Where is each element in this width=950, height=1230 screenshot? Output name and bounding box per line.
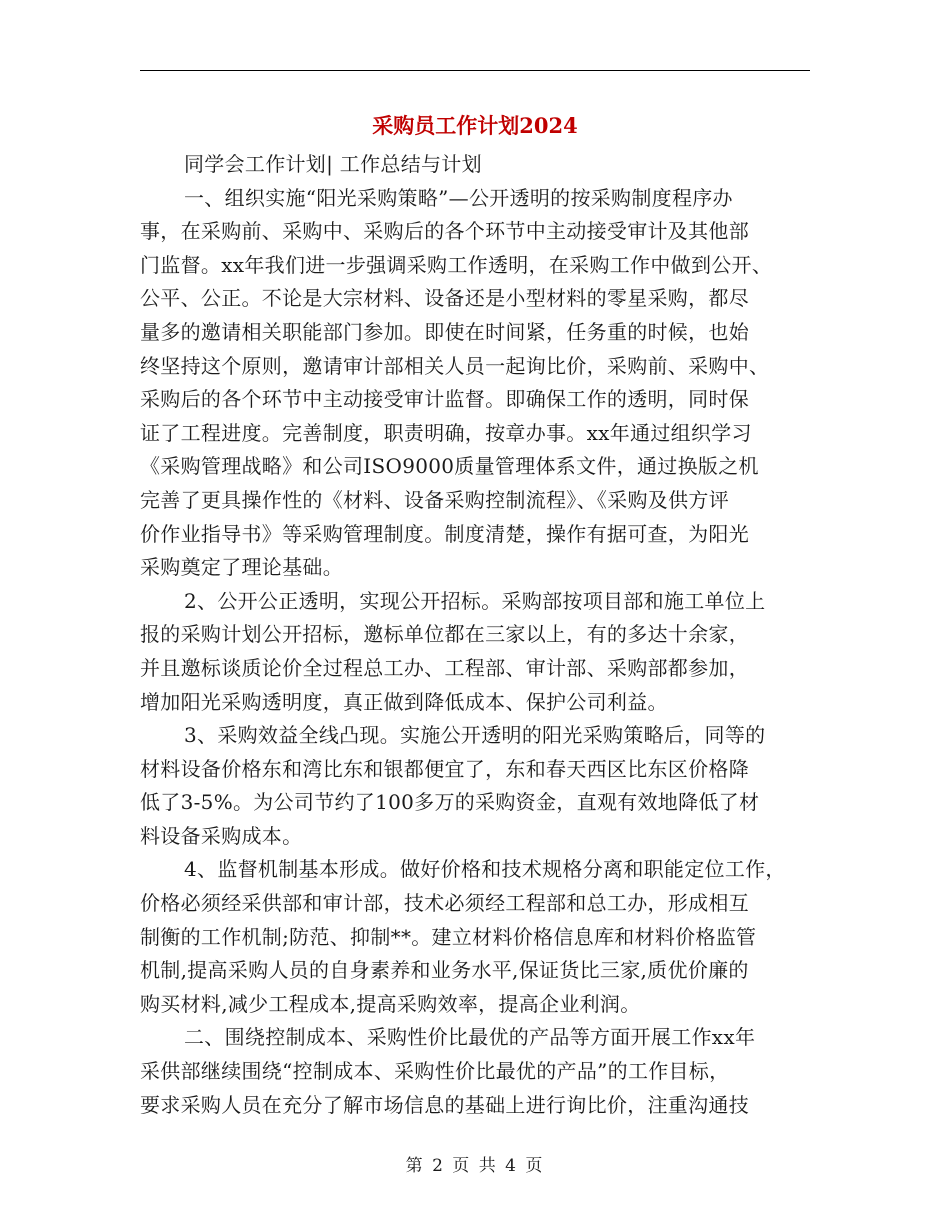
document-line: 事，在采购前、采购中、采购后的各个环节中主动接受审计及其他部: [140, 219, 749, 244]
document-line: 二、围绕控制成本、采购性价比最优的产品等方面开展工作xx年: [184, 1025, 756, 1050]
document-line: 价格必须经采供部和审计部，技术必须经工程部和总工办，形成相互: [140, 891, 749, 916]
document-line: 门监督。xx年我们进一步强调采购工作透明，在采购工作中做到公开、: [140, 252, 773, 277]
document-line: 2、公开公正透明，实现公开招标。采购部按项目部和施工单位上: [184, 588, 766, 613]
document-line: 同学会工作计划| 工作总结与计划: [184, 152, 482, 176]
document-line: 公平、公正。不论是大宗材料、设备还是小型材料的零星采购，都尽: [140, 286, 749, 311]
document-line: 报的采购计划公开招标，邀标单位都在三家以上，有的多达十余家，: [140, 622, 749, 647]
document-title: 采购员工作计划2024: [372, 113, 578, 138]
document-line: 购买材料,减少工程成本,提高采购效率，提高企业利润。: [140, 991, 641, 1016]
document-line: 4、监督机制基本形成。做好价格和技术规格分离和职能定位工作，: [184, 857, 786, 882]
document-line: 并且邀标谈质论价全过程总工办、工程部、审计部、采购部都参加，: [140, 655, 749, 680]
document-line: 完善了更具操作性的《材料、设备采购控制流程》、《采购及供方评: [140, 487, 729, 512]
document-line: 材料设备价格东和湾比东和银都便宜了，东和春天西区比东区价格降: [140, 756, 749, 781]
document-line: 价作业指导书》等采购管理制度。制度清楚，操作有据可查，为阳光: [140, 521, 749, 546]
document-line: 低了3-5%。为公司节约了100多万的采购资金，直观有效地降低了材: [140, 790, 760, 815]
document-line: 《采购管理战略》和公司ISO9000质量管理体系文件，通过换版之机: [140, 454, 759, 479]
document-line: 量多的邀请相关职能部门参加。即使在时间紧，任务重的时候，也始: [140, 319, 749, 344]
document-line: 采供部继续围绕“控制成本、采购性价比最优的产品”的工作目标，: [140, 1059, 730, 1084]
document-line: 终坚持这个原则，邀请审计部相关人员一起询比价，采购前、采购中、: [140, 353, 770, 378]
document-line: 增加阳光采购透明度，真正做到降低成本、保护公司利益。: [140, 689, 668, 714]
document-line: 采购奠定了理论基础。: [140, 555, 343, 580]
document-line: 料设备采购成本。: [140, 823, 303, 848]
document-line: 机制,提高采购人员的自身素养和业务水平,保证货比三家,质优价廉的: [140, 958, 749, 983]
document-line: 一、组织实施“阳光采购策略”—公开透明的按采购制度程序办: [184, 185, 733, 210]
document-body: [140, 148, 810, 1122]
document-line: 证了工程进度。完善制度，职责明确，按章办事。xx年通过组织学习: [140, 420, 752, 445]
document-line: 采购后的各个环节中主动接受审计监督。即确保工作的透明，同时保: [140, 387, 749, 412]
page-number-footer: 第 2 页 共 4 页: [405, 1156, 545, 1176]
document-line: 制衡的工作机制;防范、抑制**。建立材料价格信息库和材料价格监管: [140, 924, 757, 949]
document-line: 要求采购人员在充分了解市场信息的基础上进行询比价，注重沟通技: [140, 1092, 749, 1117]
document-line: 3、采购效益全线凸现。实施公开透明的阳光采购策略后，同等的: [184, 723, 766, 748]
header-rule: [140, 70, 810, 71]
